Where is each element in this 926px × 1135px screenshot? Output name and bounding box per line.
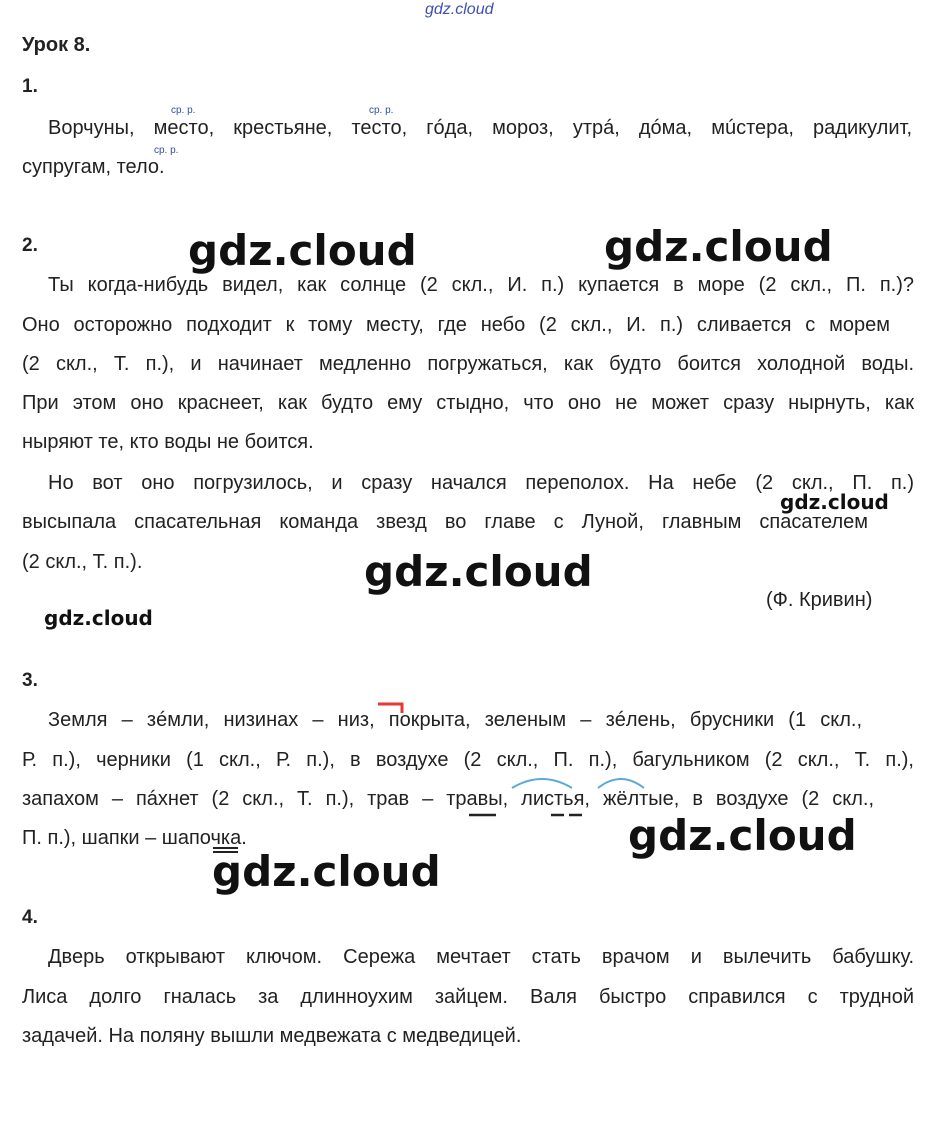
neuter-note-2: ср. р. [369,105,394,116]
neuter-note-1: ср. р. [171,105,196,116]
exercise-2-number: 2. [22,235,38,256]
prefix-mark [376,701,406,715]
watermark-3: gdz.cloud [780,490,889,514]
watermark-5: gdz.cloud [44,606,153,630]
lesson-title: Урок 8. [22,34,91,56]
neuter-note-3: ср. р. [154,145,179,156]
exercise-3-line-4: П. п.), шапки – шапочка. [22,827,247,849]
root-arc-zheltye [596,774,646,790]
watermark-7: gdz.cloud [212,847,441,896]
exercise-1-number: 1. [22,76,38,97]
exercise-3-line-2: Р. п.), черники (1 скл., Р. п.), в воздухе (2 скл., П. п.), багульником (2 скл., Т. п.), [22,749,914,771]
exercise-1-line-2: супругам, тело. [22,156,165,178]
exercise-2-line-7: высыпала спасательная команда звезд во главе с Луной, главным спасателем [22,511,868,533]
exercise-4-number: 4. [22,907,38,928]
exercise-4-line-1: Дверь открывают ключом. Сережа мечтает стать врачом и вылечить бабушку. [48,946,914,968]
exercise-1-line-1: Ворчуны, место, крестьяне, тесто, гóда, мороз, утрá, дóма, мúстера, радикулит, [48,117,912,139]
exercise-2-line-2: Оно осторожно подходит к тому месту, где небо (2 скл., И. п.) сливается с морем [22,314,890,336]
exercise-4-line-3: задачей. На поляну вышли медвежата с медведицей. [22,1025,522,1047]
ending-mark-travy [468,812,498,818]
exercise-3-number: 3. [22,670,38,691]
exercise-2-line-3: (2 скл., Т. п.), и начинает медленно погружаться, как будто боится холодной воды. [22,353,914,375]
ending-mark-listya [550,812,584,818]
author-attribution: (Ф. Кривин) [766,589,873,611]
exercise-2-line-6: Но вот оно погрузилось, и сразу начался переполох. На небе (2 скл., П. п.) [48,472,914,494]
watermark-1: gdz.cloud [188,226,417,275]
top-watermark: gdz.cloud [425,1,494,18]
exercise-2-line-5: ныряют те, кто воды не боится. [22,431,314,453]
watermark-4: gdz.cloud [364,547,593,596]
exercise-2-line-1: Ты когда-нибудь видел, как солнце (2 скл., И. п.) купается в море (2 скл., П. п.)? [48,274,914,296]
watermark-2: gdz.cloud [604,222,833,271]
exercise-3-line-3: запахом – пáхнет (2 скл., Т. п.), трав – травы, листья, жёлтые, в воздухе (2 скл., [22,788,874,810]
exercise-2-line-4: При этом оно краснеет, как будто ему стыдно, что оно не может сразу нырнуть, как [22,392,914,414]
watermark-6: gdz.cloud [628,811,857,860]
exercise-4-line-2: Лиса долго гналась за длинноухим зайцем. Валя быстро справился с трудной [22,986,914,1008]
root-arc-listya [510,774,574,790]
exercise-2-line-8: (2 скл., Т. п.). [22,551,143,573]
exercise-3-line-1: Земля – зéмли, низинах – низ, покрыта, зеленым – зéлень, брусники (1 скл., [48,709,862,731]
